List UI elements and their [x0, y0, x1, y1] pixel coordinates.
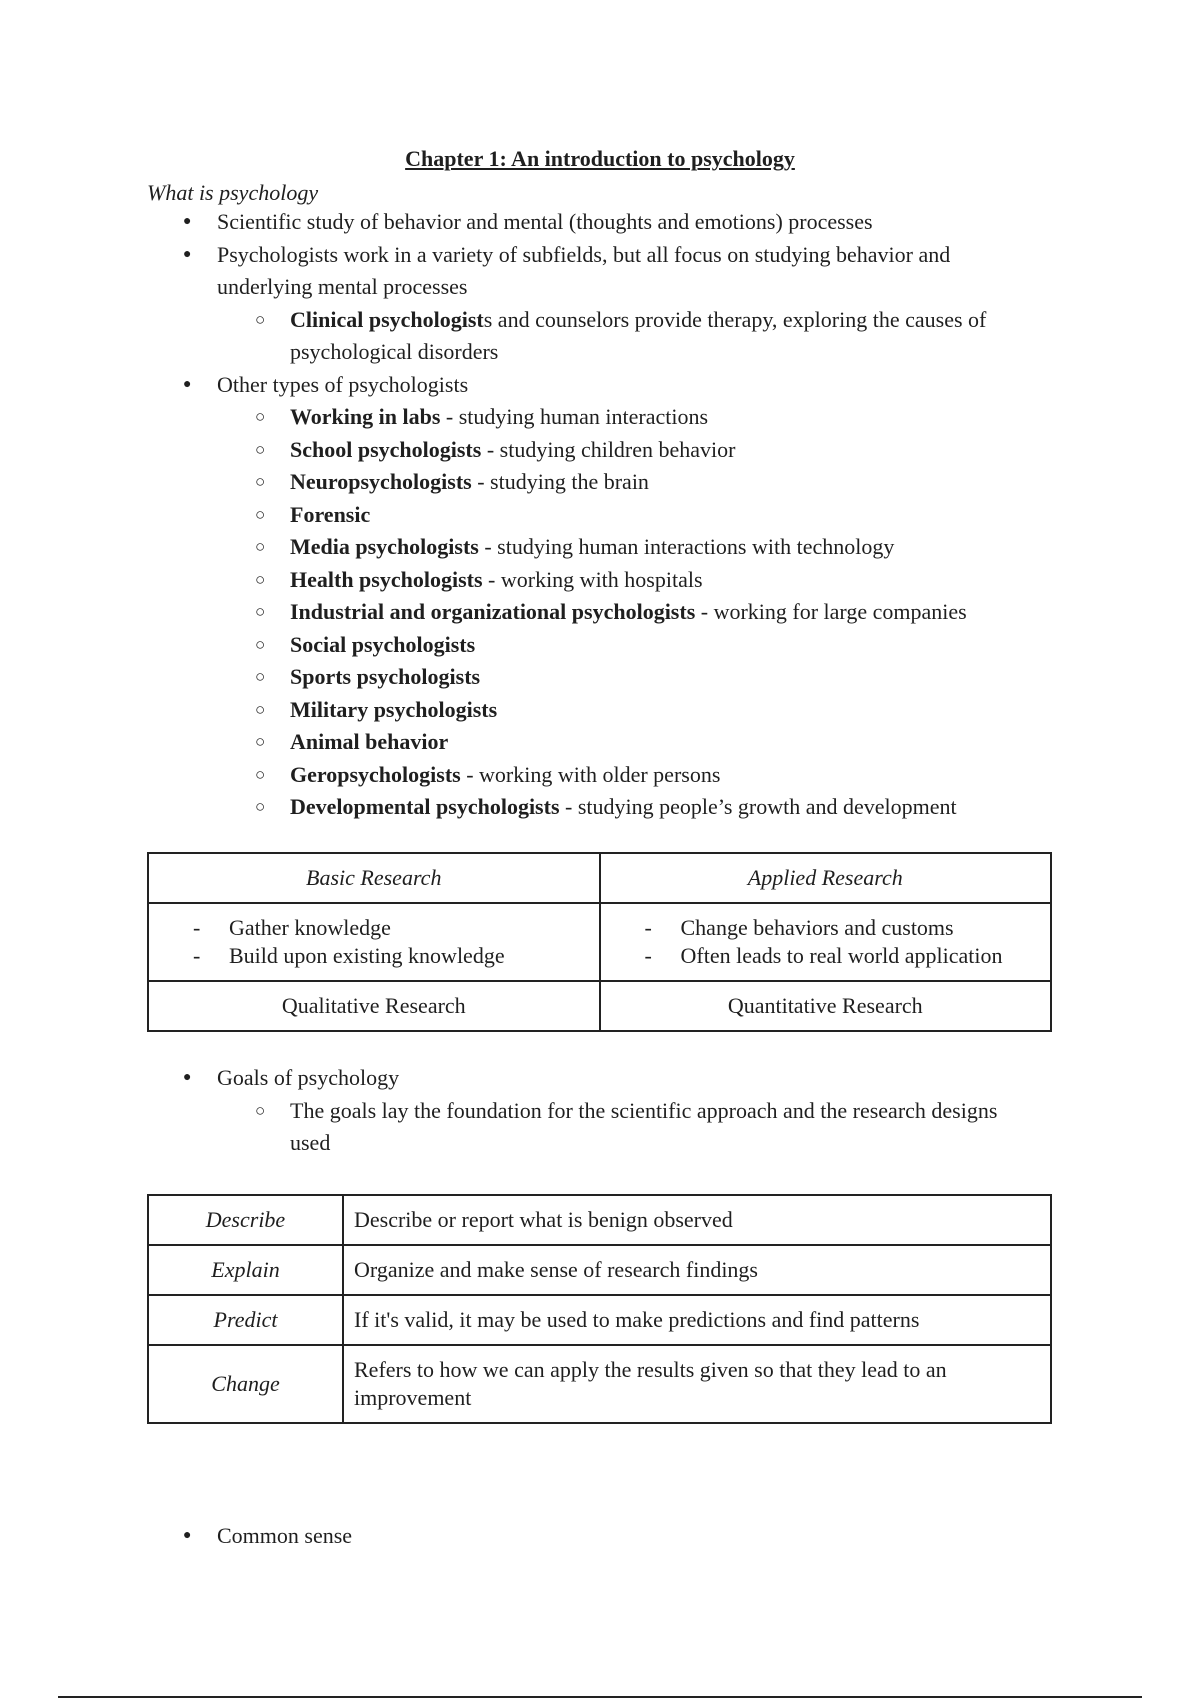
list-subitem [0, 434, 1200, 467]
dash-marker: - [644, 943, 652, 968]
list-subitem [0, 726, 1200, 759]
list-item [0, 239, 1200, 304]
list-item [0, 1062, 1200, 1095]
list-subitem [0, 304, 1200, 369]
bullet-icon: ● [183, 214, 192, 229]
dash-marker: - [193, 943, 201, 968]
goals-list [0, 1062, 1200, 1160]
goal-label: Explain [148, 1245, 343, 1295]
dash-marker: - [644, 915, 652, 940]
list-item-text: Psychologists work in a variety of subfields, but all focus on studying behavior and underlying mental processes [217, 241, 951, 299]
list-item-text: Scientific study of behavior and mental (thoughts and emotions) processes [217, 209, 873, 234]
psychologist-type-description: - studying children behavior [481, 436, 736, 462]
list-item-text: Common sense [217, 1523, 353, 1548]
term-description: s and counselors provide therapy, exploring the causes of psychological disorders [290, 306, 987, 364]
list-item [601, 914, 1051, 942]
psychologist-type: Animal behavior [290, 729, 449, 754]
list-item-text: Goals of psychology [217, 1065, 400, 1090]
hollow-bullet-icon: ○ [255, 634, 266, 654]
bullet-icon: ● [183, 246, 192, 262]
psychologist-type-description: - working with hospitals [482, 566, 703, 592]
goal-description: Refers to how we can apply the results given so that they lead to an improvement [343, 1345, 1051, 1423]
hollow-bullet-icon: ○ [255, 472, 266, 491]
list-subitem-text [290, 791, 1040, 824]
list-subitem [0, 564, 1200, 597]
research-table [147, 852, 1052, 1032]
list-subitem-text [290, 401, 1040, 434]
list-subitem-text [290, 434, 1040, 467]
list-item-text: Often leads to real world application [680, 943, 1003, 968]
list-subitem-text [290, 564, 1040, 597]
list-subitem [0, 629, 1200, 662]
list-item-text: Build upon existing knowledge [229, 943, 505, 968]
goal-description: If it's valid, it may be used to make predictions and find patterns [343, 1295, 1051, 1345]
hollow-bullet-icon: ○ [255, 602, 266, 621]
list-subitem [0, 661, 1200, 694]
table-row [148, 1245, 1051, 1295]
list-subitem [0, 759, 1200, 792]
psychologist-type-description: - studying human interactions [440, 404, 709, 429]
list-item-text: Other types of psychologists [217, 371, 469, 397]
goal-label: Predict [148, 1295, 343, 1345]
table-header-applied: Applied Research [600, 853, 1052, 903]
list-subitem-text: The goals lay the foundation for the scientific approach and the research designs used [290, 1097, 998, 1155]
psychologist-type-description: - working for large companies [695, 599, 967, 624]
hollow-bullet-icon: ○ [255, 699, 266, 719]
list-item-text: Change behaviors and customs [680, 915, 954, 940]
other-types-list [0, 401, 1200, 824]
hollow-bullet-icon: ○ [255, 309, 266, 329]
common-sense-list [0, 1520, 1200, 1553]
list-subitem-text [290, 304, 1040, 369]
psychologist-type: Media psychologists [290, 534, 479, 559]
list-subitem-text [290, 759, 1040, 792]
psychologist-type: Sports psychologists [290, 664, 481, 689]
table-header-basic: Basic Research [148, 853, 600, 903]
list-subitem [0, 791, 1200, 824]
basic-research-cell [148, 903, 600, 981]
psychologist-type: Forensic [290, 501, 371, 527]
bullet-icon: ● [183, 1070, 192, 1085]
goal-label: Change [148, 1345, 343, 1423]
term-bold: Clinical psychologist [290, 306, 484, 332]
psychologist-type: Developmental psychologists [290, 794, 560, 819]
list-subitem [0, 499, 1200, 532]
quantitative-research-cell: Quantitative Research [600, 981, 1052, 1031]
list-subitem [0, 531, 1200, 564]
psychologist-type: Health psychologists [290, 566, 483, 592]
list-item-text: Gather knowledge [229, 915, 391, 940]
goal-description: Organize and make sense of research findings [343, 1245, 1051, 1295]
hollow-bullet-icon: ○ [255, 732, 266, 751]
hollow-bullet-icon: ○ [255, 504, 266, 524]
psychologist-type: Working in labs [290, 404, 441, 429]
list-item [0, 206, 1200, 239]
table-row [148, 1195, 1051, 1245]
dash-marker: - [193, 915, 201, 940]
psychologist-type: Geropsychologists [290, 761, 461, 787]
list-subitem-text [290, 694, 1040, 727]
list-subitem-text [290, 499, 1040, 532]
psychologist-type: School psychologists [290, 436, 482, 462]
hollow-bullet-icon: ○ [255, 407, 266, 426]
goal-label: Describe [148, 1195, 343, 1245]
psychologist-type-description: - studying human interactions with technology [478, 534, 895, 559]
list-item [149, 942, 599, 970]
psychologist-type: Neuropsychologists [290, 469, 472, 494]
hollow-bullet-icon: ○ [255, 667, 266, 686]
section-heading: What is psychology [147, 180, 319, 205]
psychologist-type-description: - studying the brain [471, 469, 649, 494]
list-subitem [0, 466, 1200, 499]
applied-research-cell [600, 903, 1052, 981]
goals-table [147, 1194, 1052, 1424]
psychologist-type: Social psychologists [290, 631, 476, 657]
psychologist-type-description: - working with older persons [460, 761, 721, 787]
hollow-bullet-icon: ○ [255, 537, 266, 556]
page-bottom-rule [58, 1696, 1142, 1698]
bullet-icon: ● [183, 1528, 192, 1543]
table-row [148, 1295, 1051, 1345]
hollow-bullet-icon: ○ [255, 797, 266, 816]
goal-description: Describe or report what is benign observed [343, 1195, 1051, 1245]
qualitative-research-cell: Qualitative Research [148, 981, 600, 1031]
hollow-bullet-icon: ○ [255, 1100, 266, 1120]
psychologist-type-description: - studying people’s growth and development [559, 794, 957, 819]
list-item [601, 942, 1051, 970]
hollow-bullet-icon: ○ [255, 569, 266, 589]
list-subitem [0, 596, 1200, 629]
list-subitem-text [290, 661, 1040, 694]
list-subitem-text [290, 726, 1040, 759]
list-item [149, 914, 599, 942]
list-subitem [0, 1095, 1200, 1160]
psychologist-type: Industrial and organizational psychologists [290, 599, 696, 624]
bullet-icon: ● [183, 376, 192, 392]
list-subitem-text [290, 629, 1040, 662]
list-item [0, 369, 1200, 402]
list-subitem-text [290, 531, 1040, 564]
hollow-bullet-icon: ○ [255, 439, 266, 459]
list-subitem-text [290, 466, 1040, 499]
hollow-bullet-icon: ○ [255, 764, 266, 784]
psychologist-type: Military psychologists [290, 696, 498, 722]
page-title: Chapter 1: An introduction to psychology [405, 146, 795, 171]
list-item [0, 1520, 1200, 1553]
table-row [148, 1345, 1051, 1423]
outline-list [0, 206, 1200, 824]
list-subitem [0, 401, 1200, 434]
list-subitem-text [290, 596, 1040, 629]
list-subitem [0, 694, 1200, 727]
